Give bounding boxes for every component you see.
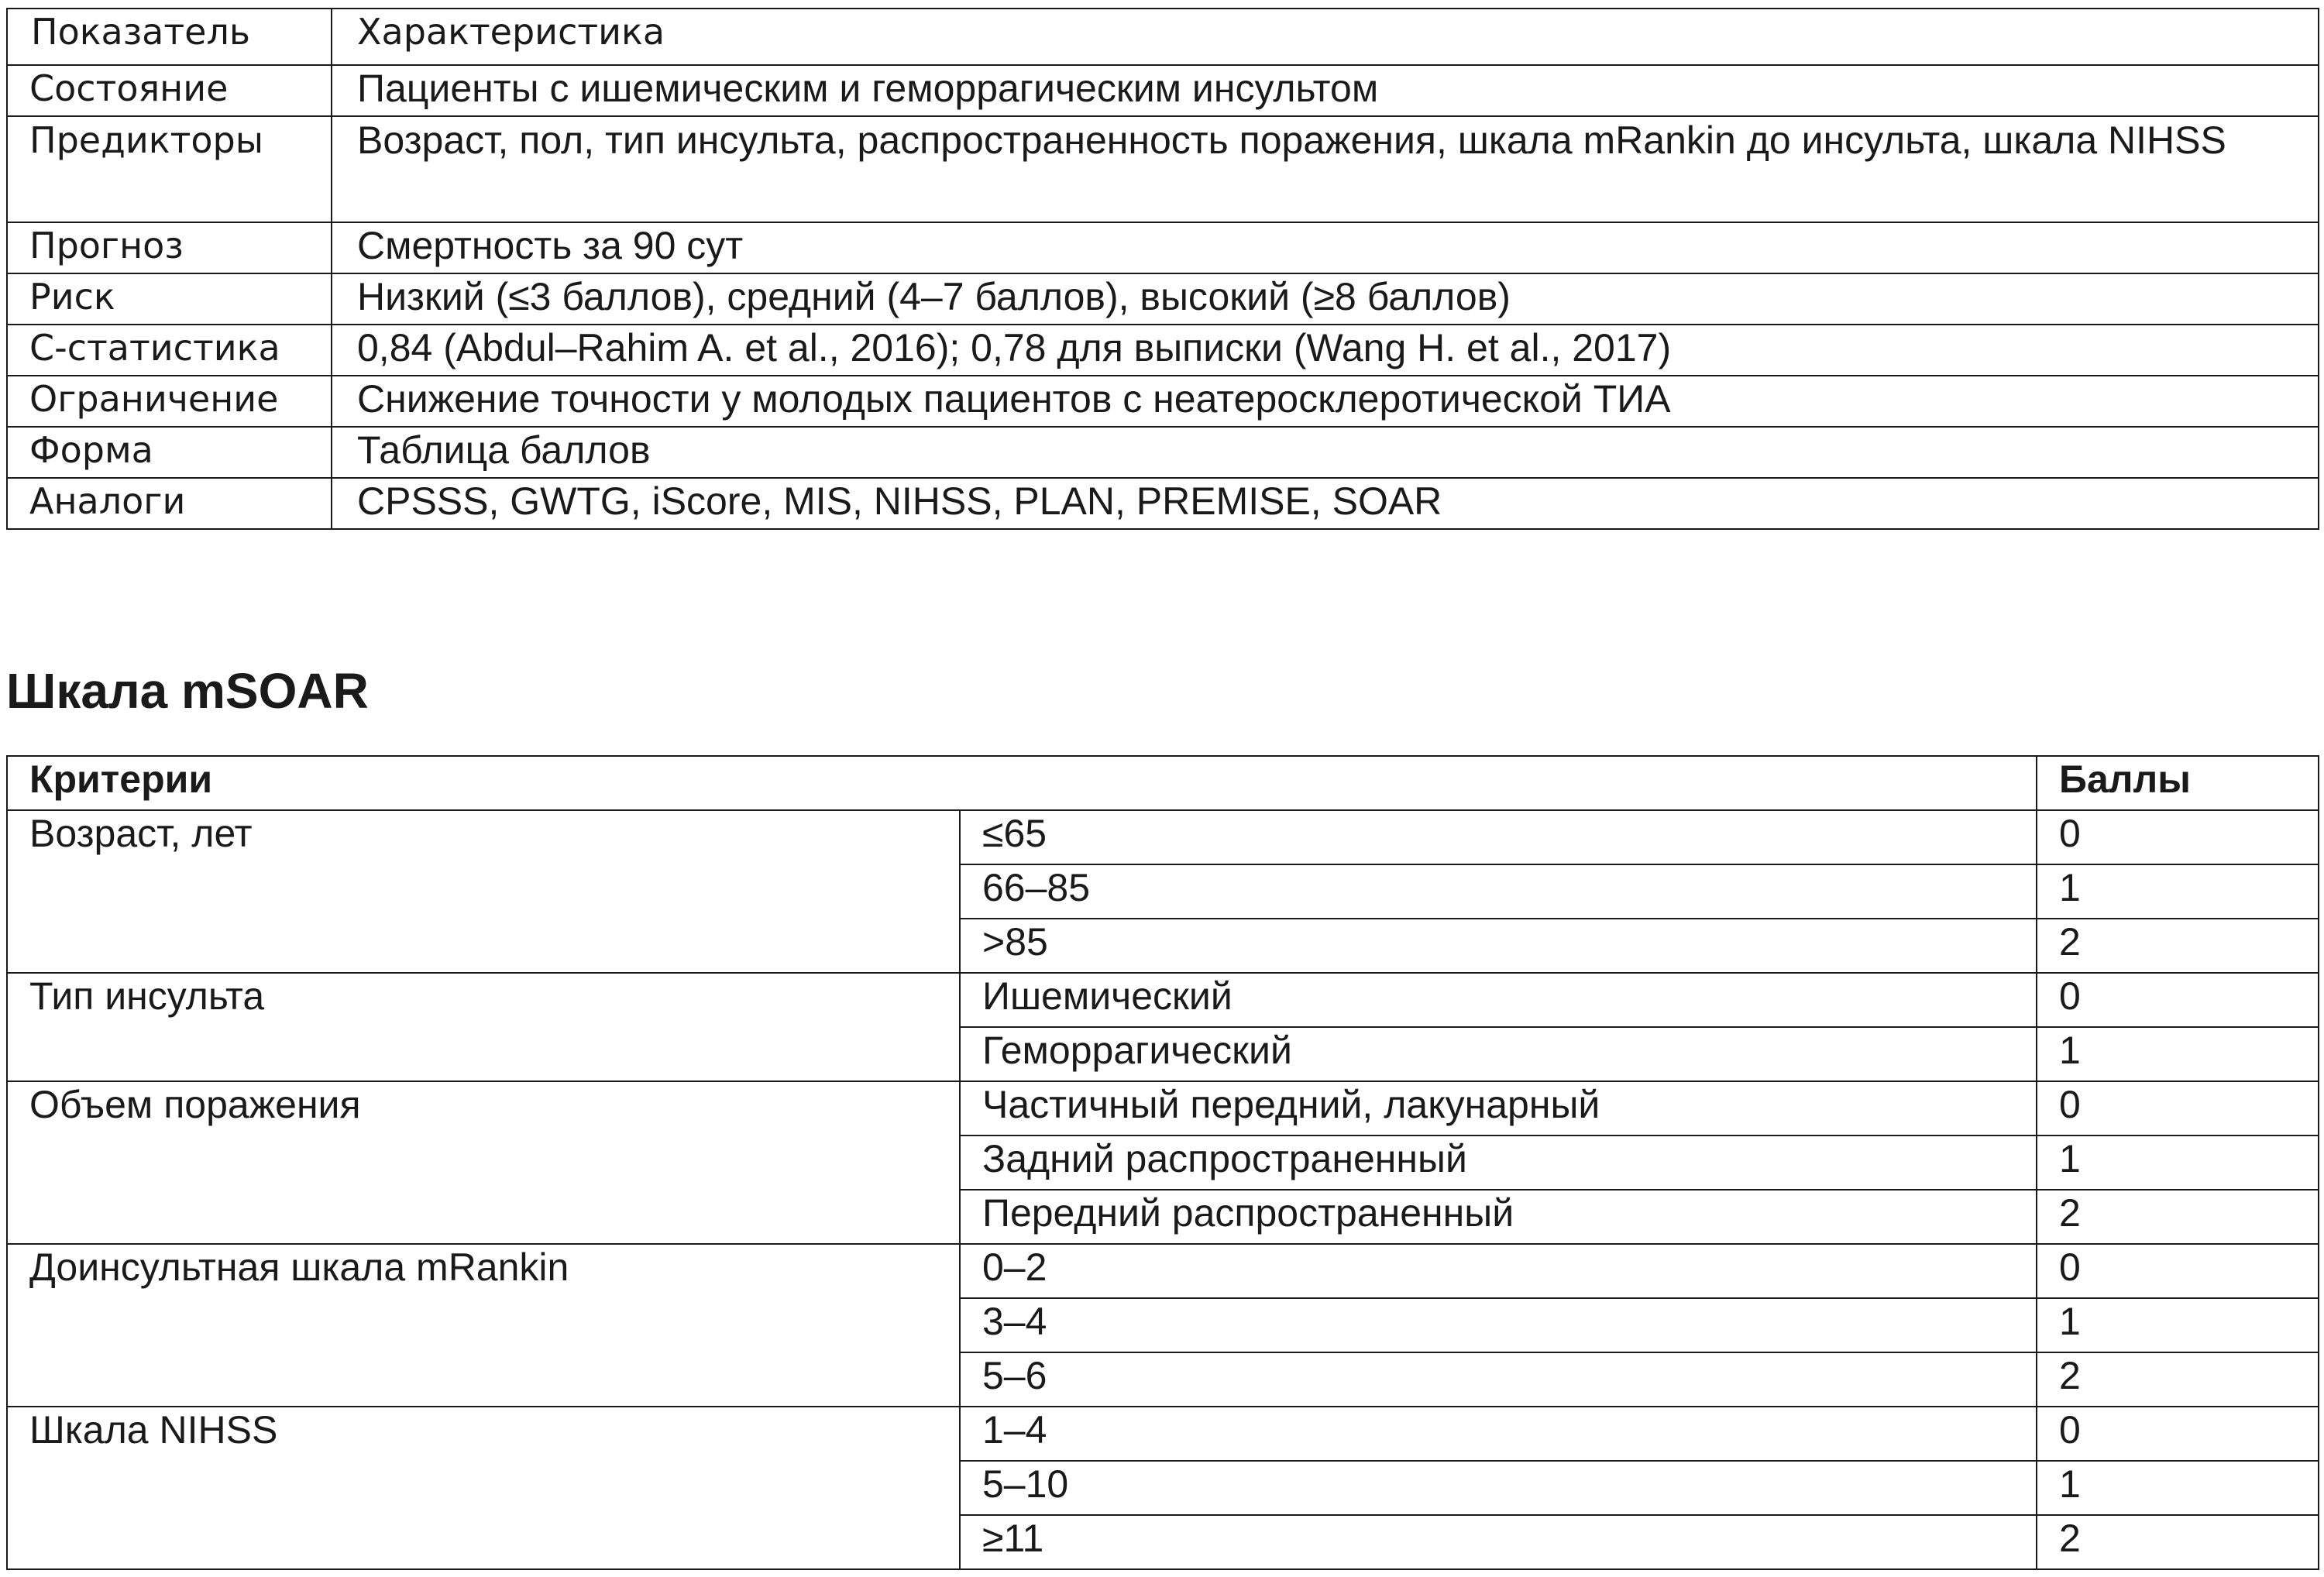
table-header-row [7,9,2319,65]
table-row [7,427,2319,478]
points-cell: 2 [2037,1515,2319,1569]
table-row [7,1407,2319,1461]
row-label: Риск [7,273,332,325]
points-cell: 0 [2037,1244,2319,1298]
table-row [7,65,2319,116]
option-cell: ≤65 [960,810,2037,864]
points-cell: 1 [2037,1136,2319,1190]
row-label: Аналоги [7,478,332,529]
row-value: Снижение точности у молодых пациентов с неатеросклеротической ТИА [332,376,2319,427]
points-cell: 1 [2037,864,2319,919]
criterion-cell: Возраст, лет [7,810,960,973]
row-value: 0,84 (Abdul–Rahim A. et al., 2016); 0,78 для выписки (Wang H. et al., 2017) [332,325,2319,376]
points-cell: 0 [2037,1081,2319,1136]
table-row [7,273,2319,325]
option-cell: 5–10 [960,1461,2037,1515]
row-value: Смертность за 90 сут [332,222,2319,273]
option-cell: Передний распространенный [960,1190,2037,1244]
row-label: Прогноз [7,222,332,273]
option-cell: Ишемический [960,973,2037,1027]
header-characteristic: Характеристика [332,9,2319,65]
row-label: Состояние [7,65,332,116]
row-value: Пациенты с ишемическим и геморрагическим инсультом [332,65,2319,116]
table-row [7,478,2319,529]
msoar-score-table [6,755,2319,1570]
row-label: Форма [7,427,332,478]
option-cell: 66–85 [960,864,2037,919]
header-criteria: Критерии [7,756,2037,810]
table-row [7,1081,2319,1136]
option-cell: 5–6 [960,1352,2037,1407]
row-value: Таблица баллов [332,427,2319,478]
table-row [7,325,2319,376]
option-cell: ≥11 [960,1515,2037,1569]
row-label: Предикторы [7,116,332,222]
points-cell: 1 [2037,1461,2319,1515]
criterion-cell: Шкала NIHSS [7,1407,960,1569]
table-row [7,222,2319,273]
table-row [7,973,2319,1027]
criterion-cell: Доинсультная шкала mRankin [7,1244,960,1407]
option-cell: Геморрагический [960,1027,2037,1081]
row-label: С-статистика [7,325,332,376]
points-cell: 2 [2037,919,2319,973]
option-cell: >85 [960,919,2037,973]
option-cell: Задний распространенный [960,1136,2037,1190]
points-cell: 2 [2037,1190,2319,1244]
option-cell: Частичный передний, лакунарный [960,1081,2037,1136]
table-row [7,376,2319,427]
criterion-cell: Объем поражения [7,1081,960,1244]
table-row [7,810,2319,864]
criterion-cell: Тип инсульта [7,973,960,1081]
points-cell: 1 [2037,1298,2319,1352]
row-value: Низкий (≤3 баллов), средний (4–7 баллов), высокий (≥8 баллов) [332,273,2319,325]
row-value: Возраст, пол, тип инсульта, распространенность поражения, шкала mRankin до инсульта, шкала NIHSS [332,116,2319,222]
table-row [7,116,2319,222]
row-value: CPSSS, GWTG, iScore, MIS, NIHSS, PLAN, PREMISE, SOAR [332,478,2319,529]
section-title: Шкала mSOAR [6,663,369,719]
points-cell: 0 [2037,1407,2319,1461]
points-cell: 0 [2037,810,2319,864]
characteristics-table [6,8,2319,530]
table-row [7,1244,2319,1298]
header-indicator: Показатель [7,9,332,65]
table-header-row [7,756,2319,810]
option-cell: 1–4 [960,1407,2037,1461]
points-cell: 1 [2037,1027,2319,1081]
points-cell: 2 [2037,1352,2319,1407]
option-cell: 0–2 [960,1244,2037,1298]
option-cell: 3–4 [960,1298,2037,1352]
points-cell: 0 [2037,973,2319,1027]
row-label: Ограничение [7,376,332,427]
header-points: Баллы [2037,756,2319,810]
